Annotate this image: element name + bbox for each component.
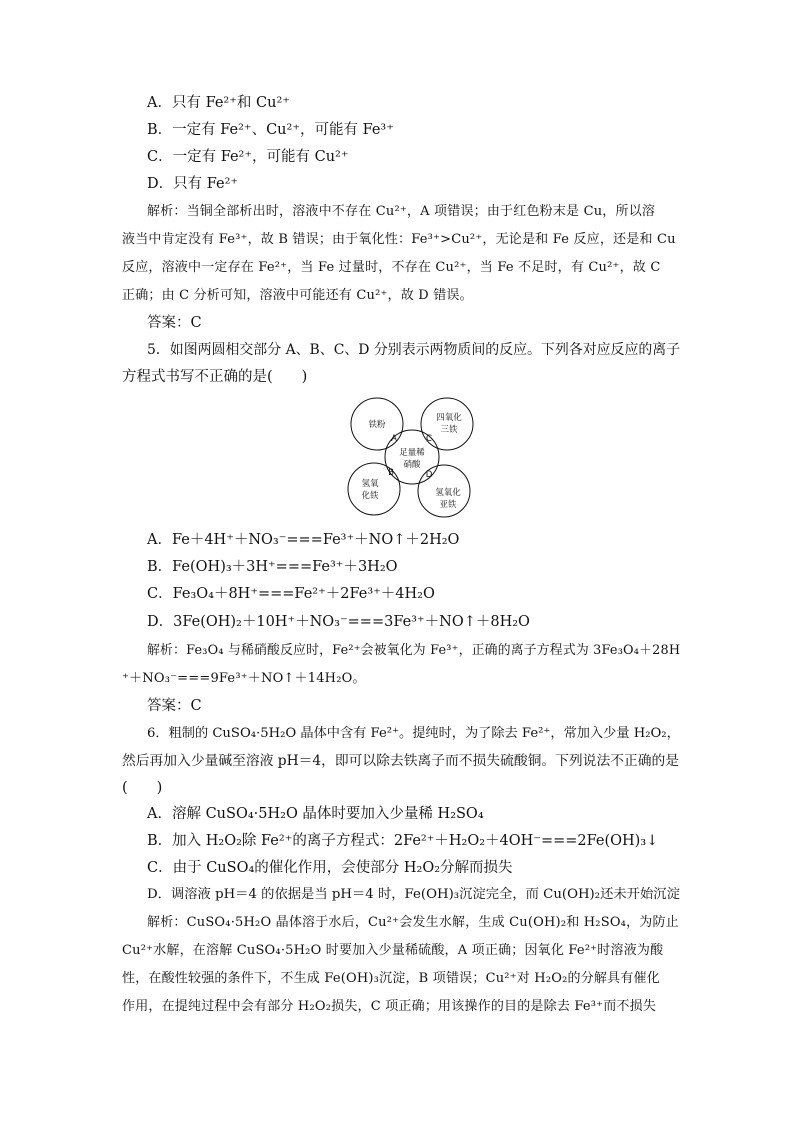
q4-analysis-line: 反应，溶液中一定存在 Fe²⁺，当 Fe 过量时，不存在 Cu²⁺，当 Fe 不足时，有 Cu²⁺，故 C: [122, 260, 661, 275]
q6-option-c: C．由于 CuSO₄的催化作用，会使部分 H₂O₂分解而损失: [147, 860, 513, 876]
q6-analysis-line: 作用，在提纯过程中会有部分 H₂O₂损失，C 项正确；用该操作的目的是除去 Fe³⁺而不损失: [122, 999, 657, 1014]
q5-analysis-line: 解析：Fe₃O₄ 与稀硝酸反应时，Fe²⁺会被氧化为 Fe³⁺，正确的离子方程式为 3Fe₃O₄＋28H: [147, 643, 681, 658]
q5-venn-diagram: [342, 394, 482, 524]
q6-stem-line: ( ): [122, 780, 163, 796]
q6-option-b: B．加入 H₂O₂除 Fe²⁺的离子方程式：2Fe²⁺＋H₂O₂＋4OH⁻===2Fe(OH)₃↓: [147, 833, 659, 849]
q6-stem-line: 6．粗制的 CuSO₄·5H₂O 晶体中含有 Fe²⁺。提纯时，为了除去 Fe²⁺，常加入少量 H₂O₂，: [147, 726, 680, 741]
q6-analysis-line: 性，在酸性较强的条件下，不生成 Fe(OH)₃沉淀，B 项错误；Cu²⁺对 H₂O₂的分解具有催化: [122, 971, 660, 986]
intersection-label-b: B: [388, 468, 394, 478]
q4-option-c: C．一定有 Fe²⁺，可能有 Cu²⁺: [147, 149, 349, 165]
circle-label: 四氧化: [436, 413, 462, 423]
q4-option-d: D．只有 Fe²⁺: [147, 176, 239, 192]
circle-label: 氢氧化: [435, 488, 461, 498]
q5-option-b: B．Fe(OH)₃＋3H⁺===Fe³⁺＋3H₂O: [147, 559, 398, 575]
q4-analysis-line: 解析：当铜全部析出时，溶液中不存在 Cu²⁺，A 项错误；由于红色粉末是 Cu，所以溶: [147, 204, 656, 219]
q5-stem-line: 方程式书写不正确的是( ): [122, 369, 308, 385]
q4-option-a: A．只有 Fe²⁺和 Cu²⁺: [147, 95, 290, 111]
q6-option-d: D．调溶液 pH＝4 的依据是当 pH＝4 时，Fe(OH)₃沉淀完全，而 Cu(OH)₂还未开始沉淀: [147, 887, 680, 902]
q6-option-a: A．溶解 CuSO₄·5H₂O 晶体时要加入少量稀 H₂SO₄: [147, 806, 484, 822]
q4-answer: 答案：C: [147, 315, 202, 331]
q5-stem-line: 5．如图两圆相交部分 A、B、C、D 分别表示两物质间的反应。下列各对应反应的离子: [147, 342, 681, 358]
center-label: 硝酸: [403, 460, 421, 470]
q4-analysis-line: 液当中肯定没有 Fe³⁺，故 B 错误；由于氧化性：Fe³⁺>Cu²⁺，无论是和 Fe 反应，还是和 Cu: [122, 232, 676, 247]
q5-option-c: C．Fe₃O₄＋8H⁺===Fe²⁺＋2Fe³⁺＋4H₂O: [147, 586, 435, 602]
circle-label: 氢氧: [361, 479, 379, 489]
q6-analysis-line: 解析：CuSO₄·5H₂O 晶体溶于水后，Cu²⁺会发生水解，生成 Cu(OH)₂和 H₂SO₄，为防止: [147, 915, 679, 930]
circle-label: 铁粉: [368, 420, 386, 430]
center-label: 足量稀: [399, 448, 425, 458]
q4-option-b: B．一定有 Fe²⁺、Cu²⁺，可能有 Fe³⁺: [147, 122, 394, 138]
q6-stem-line: 然后再加入少量碱至溶液 pH＝4，即可以除去铁离子而不损失硫酸铜。下列说法不正确的是: [122, 753, 680, 769]
q5-option-a: A．Fe＋4H⁺＋NO₃⁻===Fe³⁺＋NO↑＋2H₂O: [147, 532, 460, 548]
intersection-label-d: D: [425, 470, 433, 480]
q5-analysis-line: ⁺＋NO₃⁻===9Fe³⁺＋NO↑＋14H₂O。: [122, 671, 366, 686]
circle-label: 亚铁: [439, 500, 457, 510]
intersection-label-a: A: [391, 434, 397, 444]
q5-answer: 答案：C: [147, 698, 202, 714]
q6-analysis-line: Cu²⁺水解，在溶解 CuSO₄·5H₂O 时要加入少量稀硫酸，A 项正确；因氧化 Fe²⁺时溶液为酸: [122, 943, 664, 958]
q4-analysis-line: 正确；由 C 分析可知，溶液中可能还有 Cu²⁺，故 D 错误。: [122, 288, 473, 303]
q5-option-d: D．3Fe(OH)₂＋10H⁺＋NO₃⁻===3Fe³⁺＋NO↑＋8H₂O: [147, 614, 530, 630]
circle-label: 化铁: [361, 491, 379, 501]
circle-label: 三铁: [440, 425, 458, 435]
intersection-label-c: C: [426, 434, 432, 444]
